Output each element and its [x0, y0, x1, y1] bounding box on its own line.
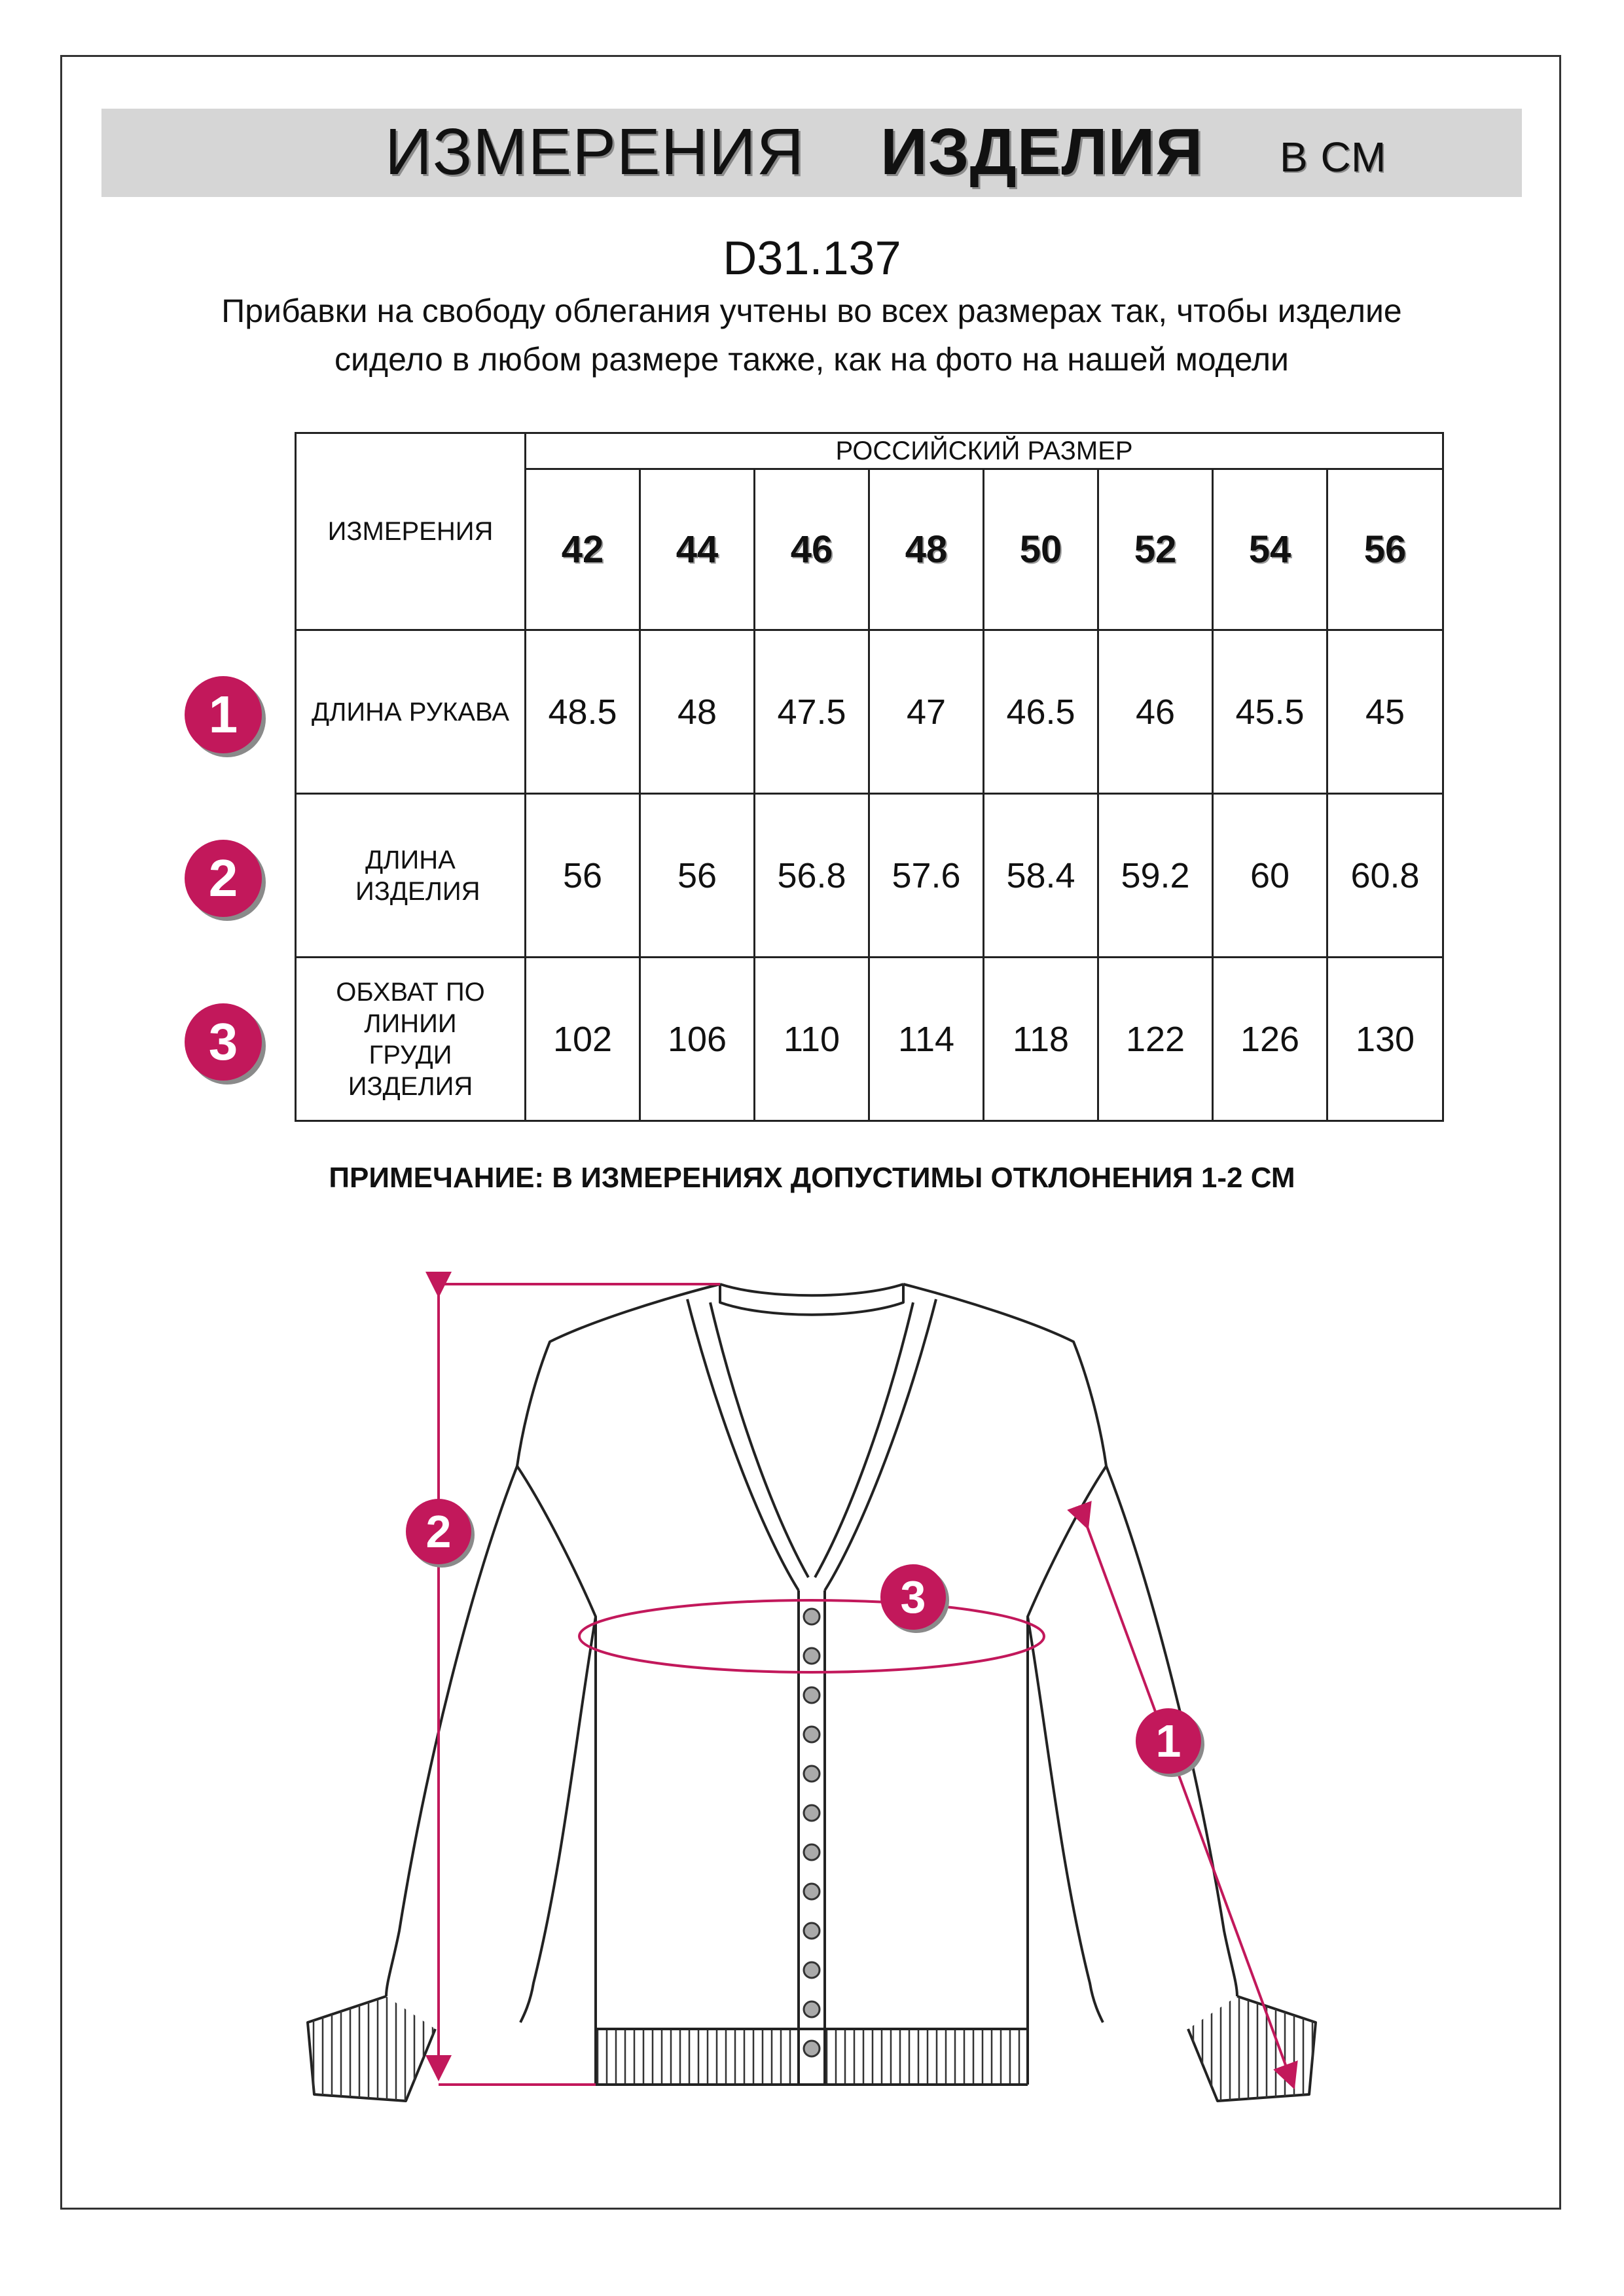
size-cell: 46 — [755, 469, 869, 630]
value-cell: 57.6 — [869, 794, 984, 958]
left-cuff-rib — [308, 1996, 435, 2101]
title-units: В СМ — [1280, 134, 1387, 181]
value-cell: 56 — [640, 794, 755, 958]
value-cell: 47 — [869, 630, 984, 794]
row-label-product-length: ДЛИНА ИЗДЕЛИЯ — [296, 794, 526, 958]
value-cell: 110 — [755, 958, 869, 1121]
size-cell: 54 — [1213, 469, 1327, 630]
value-cell: 56.8 — [755, 794, 869, 958]
value-cell: 46.5 — [984, 630, 1098, 794]
diagram-marker-2: 2 — [406, 1499, 471, 1564]
right-hem-rib — [826, 2030, 1026, 2083]
size-cell: 56 — [1327, 469, 1443, 630]
value-cell: 46 — [1098, 630, 1213, 794]
value-cell: 58.4 — [984, 794, 1098, 958]
measurements-header: ИЗМЕРЕНИЯ — [296, 433, 526, 630]
diagram-marker-3: 3 — [880, 1564, 946, 1630]
row-label-sleeve-length: ДЛИНА РУКАВА — [296, 630, 526, 794]
value-cell: 48 — [640, 630, 755, 794]
value-cell: 118 — [984, 958, 1098, 1121]
size-cell: 44 — [640, 469, 755, 630]
button-row — [804, 1609, 820, 2056]
size-cell: 42 — [526, 469, 640, 630]
value-cell: 45 — [1327, 630, 1443, 794]
sleeve-arrow — [1087, 1525, 1293, 2085]
title-product: ИЗДЕЛИЯ — [880, 115, 1204, 188]
value-cell: 102 — [526, 958, 640, 1121]
diagram-marker-1: 1 — [1136, 1708, 1201, 1774]
value-cell: 114 — [869, 958, 984, 1121]
size-system-header: РОССИЙСКИЙ РАЗМЕР — [526, 433, 1443, 469]
size-cell: 52 — [1098, 469, 1213, 630]
value-cell: 126 — [1213, 958, 1327, 1121]
row-badge-3: 3 — [185, 1003, 262, 1081]
row-label-chest-girth: ОБХВАТ ПО ЛИНИИ ГРУДИ ИЗДЕЛИЯ — [296, 958, 526, 1121]
value-cell: 60 — [1213, 794, 1327, 958]
left-hem-rib — [597, 2030, 797, 2083]
value-cell: 56 — [526, 794, 640, 958]
value-cell: 45.5 — [1213, 630, 1327, 794]
article-number: D31.137 — [723, 232, 901, 285]
value-cell: 130 — [1327, 958, 1443, 1121]
fit-description: Прибавки на свободу облегания учтены во всех размерах так, чтобы изделие сидело в любом размере также, как на фото на нашей модели — [221, 293, 1402, 378]
row-badge-2: 2 — [185, 840, 262, 917]
size-cell: 48 — [869, 469, 984, 630]
title-measurements: ИЗМЕРЕНИЯ — [385, 115, 804, 188]
value-cell: 106 — [640, 958, 755, 1121]
value-cell: 60.8 — [1327, 794, 1443, 958]
tolerance-note: ПРИМЕЧАНИЕ: В ИЗМЕРЕНИЯХ ДОПУСТИМЫ ОТКЛОНЕНИЯ 1-2 СМ — [329, 1162, 1295, 1194]
value-cell: 122 — [1098, 958, 1213, 1121]
right-cuff-rib — [1188, 1996, 1316, 2101]
value-cell: 47.5 — [755, 630, 869, 794]
value-cell: 59.2 — [1098, 794, 1213, 958]
row-badge-1: 1 — [185, 676, 262, 753]
size-cell: 50 — [984, 469, 1098, 630]
value-cell: 48.5 — [526, 630, 640, 794]
